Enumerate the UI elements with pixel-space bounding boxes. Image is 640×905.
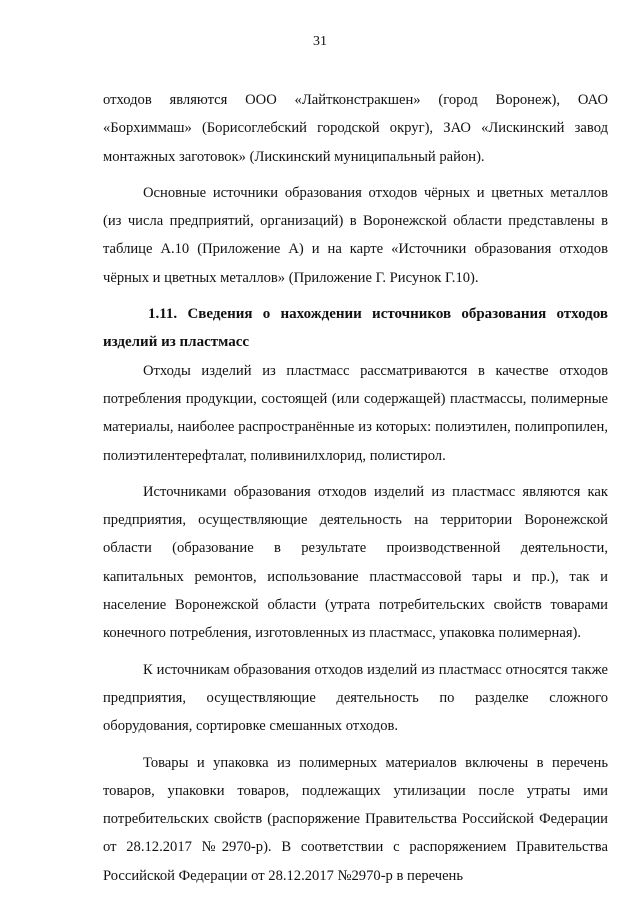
paragraph-metal-waste-companies: отходов являются ООО «Лайтконстракшен» (город Воронеж), ОАО «Борхиммаш» (Борисоглебский городской округ), ЗАО «Лискинский завод монтажных заготовок» (Лискинский муниципальный район). bbox=[103, 92, 608, 165]
paragraph-plastic-waste-sources: Источниками образования отходов изделий из пластмасс являются как предприятия, осуществляющие деятельность на территории Воронежской области (образование в результате производственной деятельности, капитальных ремонтов, использование пластмассовой тары и пр.), так и население Воронежской области (утрата потребительских свойств товарами конечного потребления, изготовленных из пластмасс, упаковка полимерная). bbox=[103, 483, 608, 642]
paragraph-gap bbox=[103, 171, 608, 179]
paragraph-metal-waste-sources: Основные источники образования отходов чёрных и цветных металлов (из числа предприятий, организаций) в Воронежской области представлены в таблице А.10 (Приложение А) и на карте «Источники образования отходов чёрных и цветных металлов» (Приложение Г. Рисунок Г.10). bbox=[103, 184, 608, 286]
paragraph-gap bbox=[103, 741, 608, 749]
paragraph-gap bbox=[103, 292, 608, 300]
document-body bbox=[103, 86, 608, 890]
paragraph-plastic-packaging-regulation: Товары и упаковка из полимерных материалов включены в перечень товаров, упаковки товаров, подлежащих утилизации после утраты ими потребительских свойств (распоряжение Правительства Российской Федерации от 28.12.2017 №2970-р). В соответствии с распоряжением Правительства Российской Федерации от 28.12.2017 №2970-р в перечень bbox=[103, 754, 608, 884]
paragraph-plastic-waste-processing: К источникам образования отходов изделий из пластмасс относятся также предприятия, осуществляющие деятельность по разделке сложного оборудования, сортировке смешанных отходов. bbox=[103, 661, 608, 735]
paragraph-gap bbox=[103, 470, 608, 478]
paragraph-gap bbox=[103, 648, 608, 656]
section-heading-1-11: 1.11. Сведения о нахождении источников образования отходов изделий из пластмасс bbox=[103, 306, 608, 351]
paragraph-plastic-waste-definition: Отходы изделий из пластмасс рассматриваются в качестве отходов потребления продукции, состоящей (или содержащей) пластмассы, полимерные материалы, наиболее распространённые из которых: полиэтилен, полипропилен, полиэтилентерефталат, поливинилхлорид, полистирол. bbox=[103, 362, 608, 464]
page-number: 31 bbox=[313, 34, 327, 49]
